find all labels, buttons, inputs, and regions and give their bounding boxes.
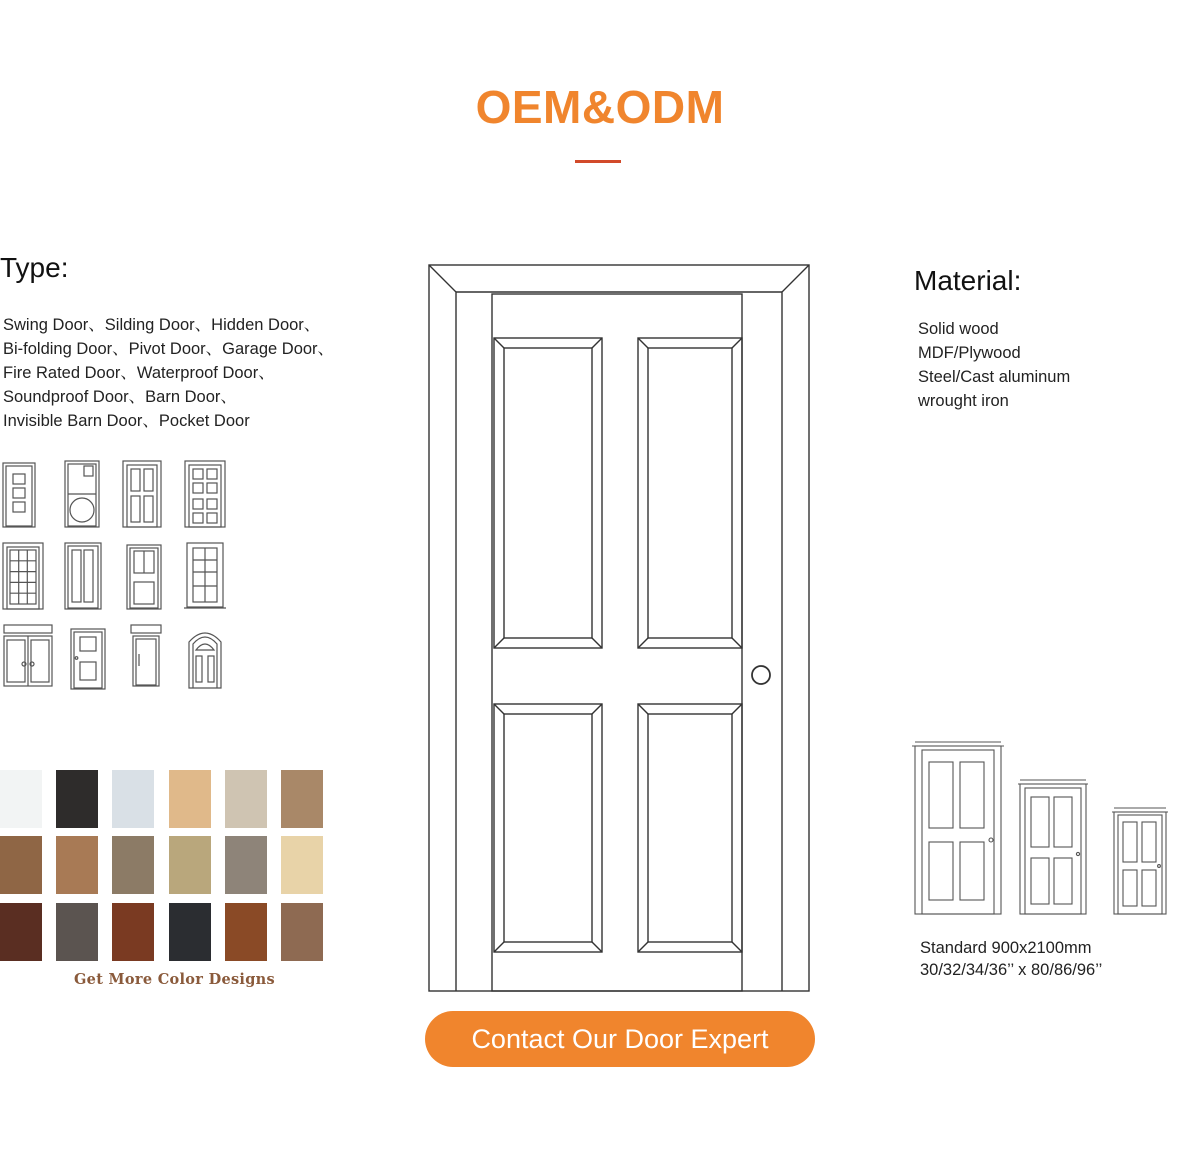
color-swatch[interactable] xyxy=(0,903,42,961)
door-size-large xyxy=(912,742,1004,914)
color-swatch[interactable] xyxy=(112,770,154,828)
color-swatch[interactable] xyxy=(169,770,211,828)
door-size-comparison xyxy=(912,740,1172,920)
color-swatch[interactable] xyxy=(0,836,42,894)
door-icon-round-window xyxy=(64,460,100,528)
size-standard: Standard 900x2100mm xyxy=(920,939,1092,957)
door-type-list xyxy=(3,313,383,433)
door-icon-transom xyxy=(130,624,162,688)
material-heading: Material: xyxy=(914,265,1022,296)
material-item: MDF/Plywood xyxy=(918,344,1021,362)
color-swatch[interactable] xyxy=(281,770,323,828)
door-icon-double-door xyxy=(2,624,54,688)
type-heading: Type: xyxy=(0,252,69,283)
door-icon-arched xyxy=(186,624,224,690)
color-swatch[interactable] xyxy=(56,903,98,961)
material-item: Solid wood xyxy=(918,320,999,338)
size-imperial: 30/32/34/36’’ x 80/86/96’’ xyxy=(920,961,1103,979)
color-swatch[interactable] xyxy=(281,903,323,961)
door-type-line: Swing Door、Silding Door、Hidden Door、 xyxy=(3,316,321,334)
material-item: Steel/Cast aluminum xyxy=(918,368,1071,386)
color-swatch[interactable] xyxy=(281,836,323,894)
door-icon-two-panel-tall xyxy=(64,542,102,610)
material-list xyxy=(918,317,1070,413)
door-knob-icon xyxy=(752,666,770,684)
door-icon-six-lite xyxy=(184,542,226,610)
color-swatch[interactable] xyxy=(169,836,211,894)
color-swatch[interactable] xyxy=(225,903,267,961)
door-icon-flush-panel xyxy=(70,628,106,690)
color-swatch[interactable] xyxy=(225,836,267,894)
door-size-small xyxy=(1112,808,1168,914)
door-type-line: Fire Rated Door、Waterproof Door、 xyxy=(3,364,275,382)
door-size-medium xyxy=(1018,780,1088,914)
door-icon-half-glass xyxy=(126,544,162,610)
color-swatch[interactable] xyxy=(112,836,154,894)
color-swatch[interactable] xyxy=(56,836,98,894)
door-type-line: Invisible Barn Door、Pocket Door xyxy=(3,412,250,430)
size-caption xyxy=(920,937,1102,981)
door-icon-glass-slots xyxy=(2,462,36,528)
page-title: OEM&ODM xyxy=(475,81,725,133)
color-swatch[interactable] xyxy=(112,903,154,961)
color-swatch[interactable] xyxy=(56,770,98,828)
main-door-illustration xyxy=(428,264,810,994)
more-colors-link[interactable]: Get More Color Designs xyxy=(74,971,275,988)
title-divider xyxy=(575,160,621,163)
door-icon-grid-glass xyxy=(2,542,44,610)
color-swatch[interactable] xyxy=(225,770,267,828)
material-item: wrought iron xyxy=(918,392,1009,410)
door-type-line: Bi-folding Door、Pivot Door、Garage Door、 xyxy=(3,340,335,358)
color-swatch[interactable] xyxy=(169,903,211,961)
door-type-line: Soundproof Door、Barn Door、 xyxy=(3,388,237,406)
door-icon-four-panel xyxy=(122,460,162,528)
contact-expert-button[interactable]: Contact Our Door Expert xyxy=(425,1011,815,1067)
door-icon-multi-lite xyxy=(184,460,226,528)
color-swatch[interactable] xyxy=(0,770,42,828)
